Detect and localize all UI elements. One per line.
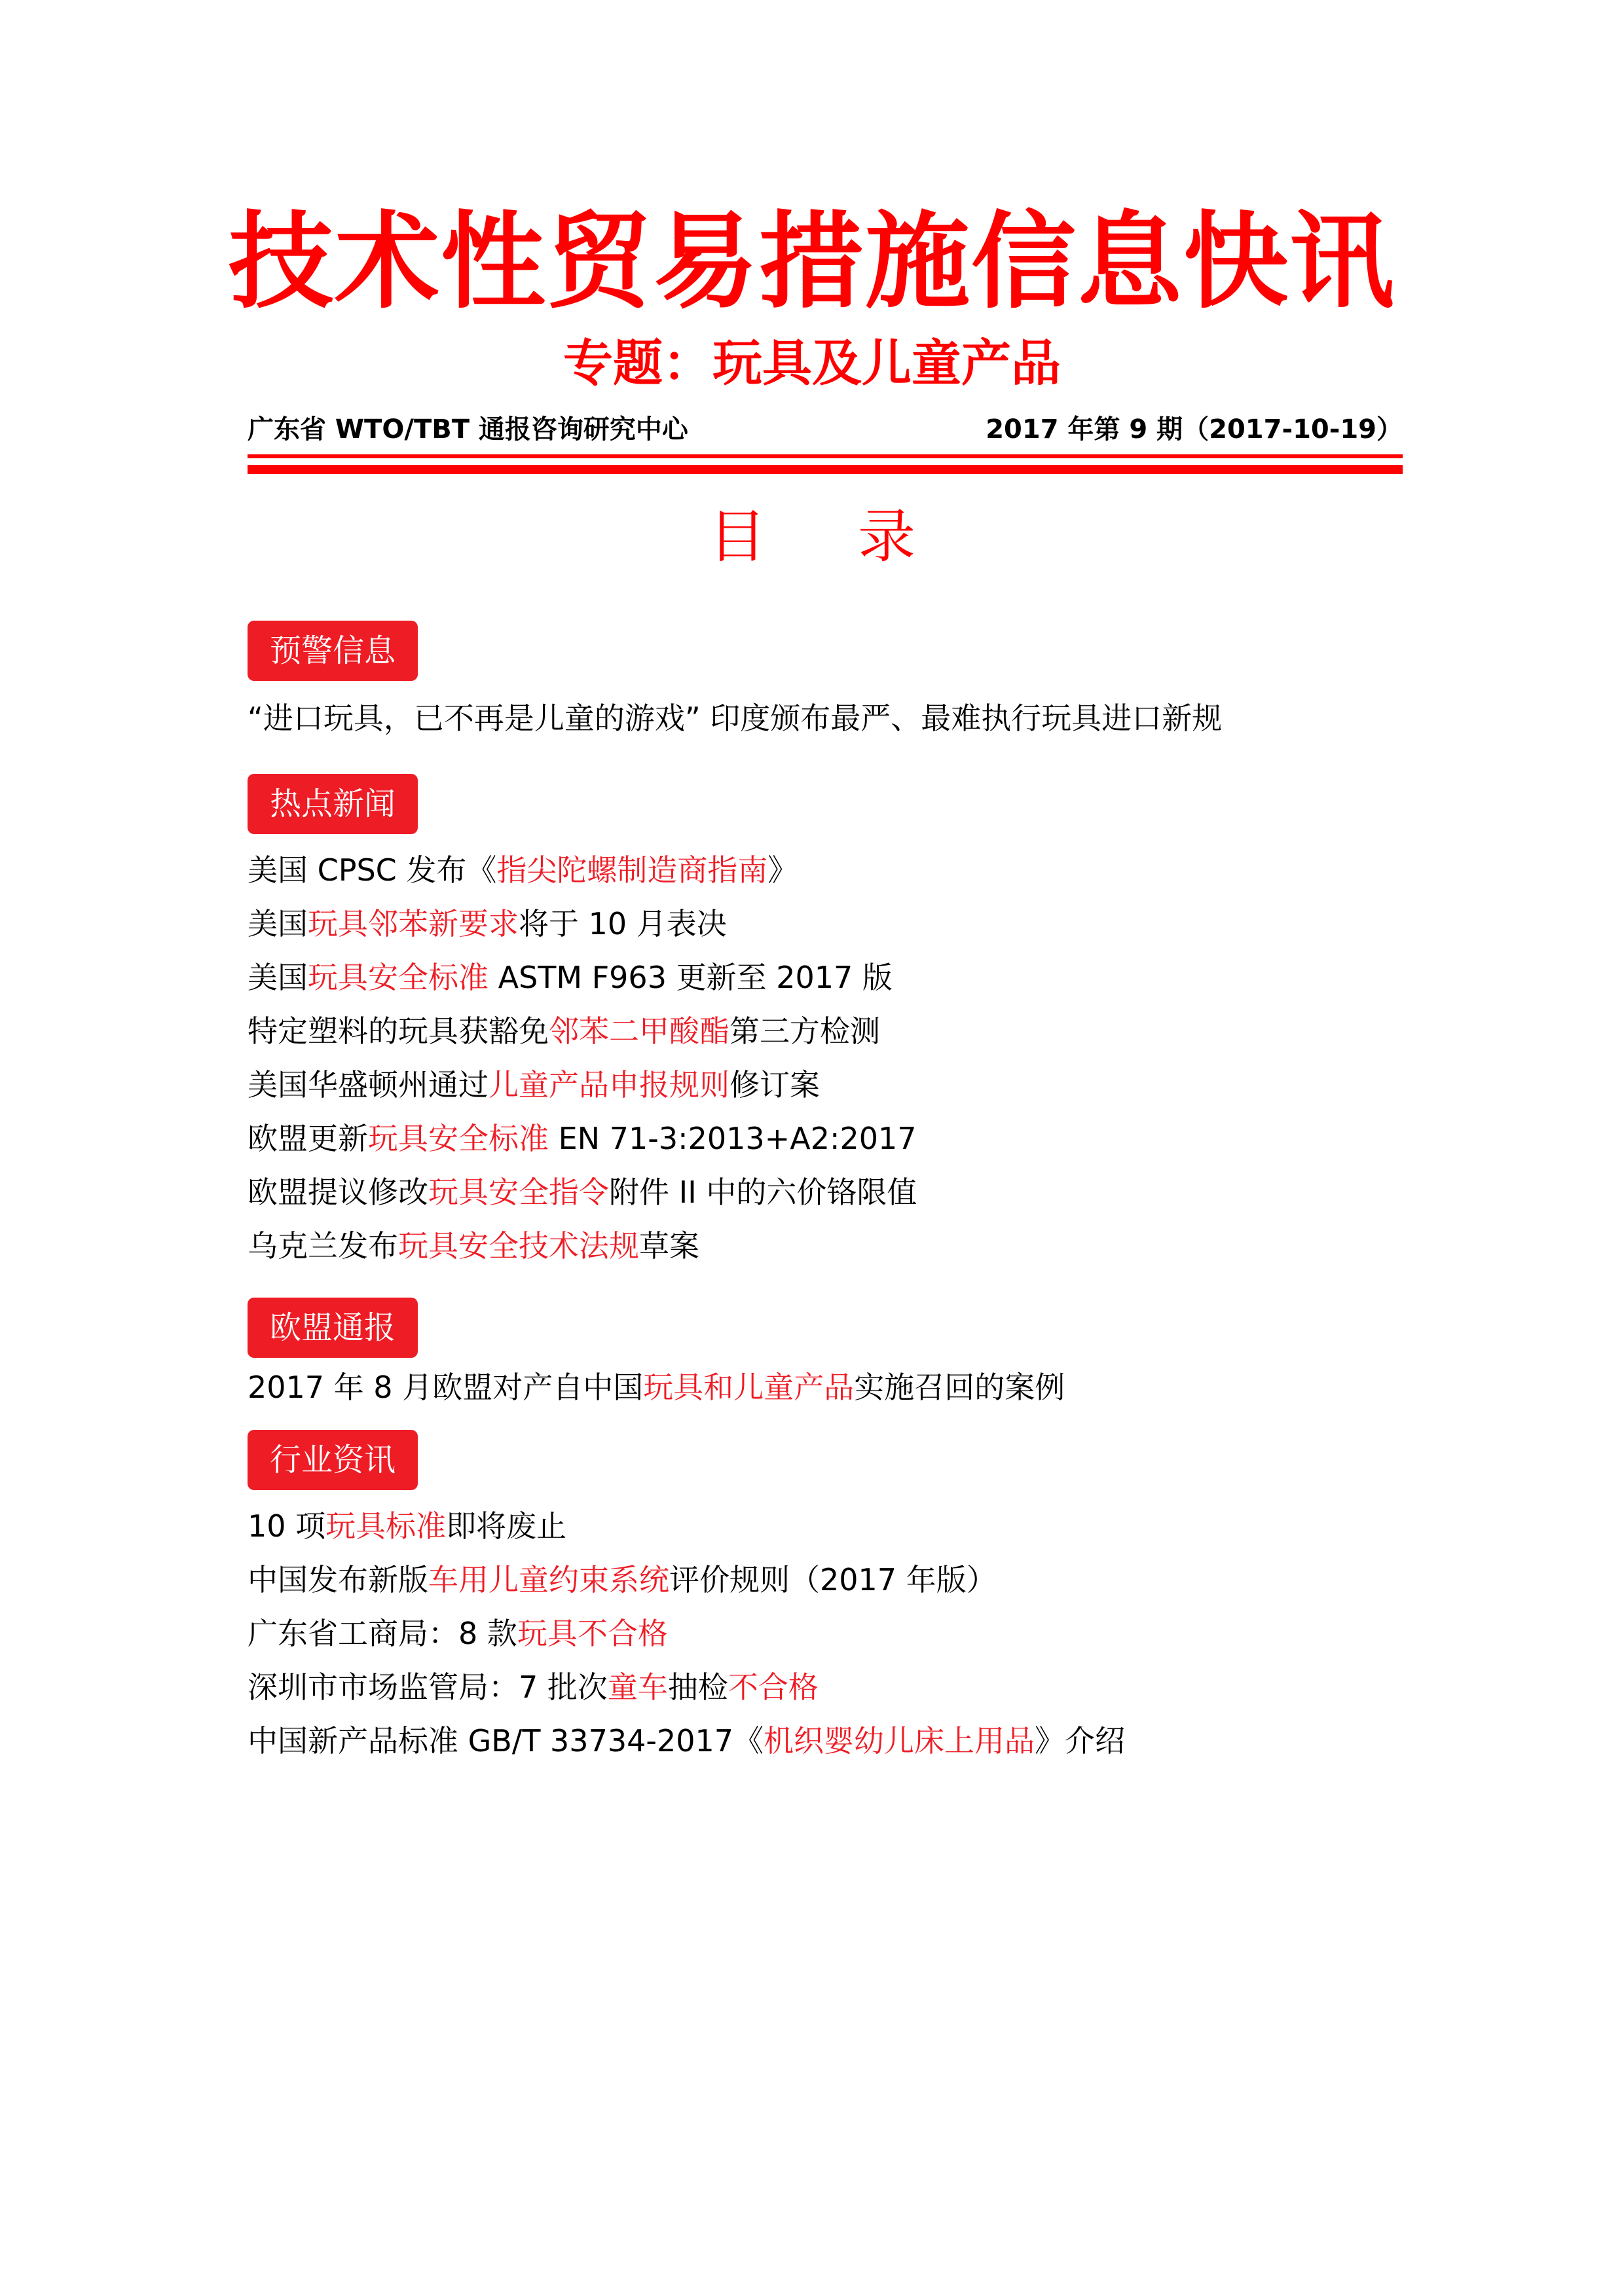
toc-link[interactable]: 欧盟提议修改玩具安全指令附件 II 中的六价铬限值 [248,1175,917,1210]
keyword-highlight: 童车 [607,1669,668,1705]
bulletin-subtitle: 专题：玩具及儿童产品 [563,334,1061,392]
keyword-highlight: 玩具不合格 [517,1616,668,1651]
toc-link[interactable]: 10 项玩具标准即将废止 [248,1508,567,1544]
section-eu-notice [248,1298,1426,1414]
keyword-highlight: 机织婴幼儿床上用品 [764,1723,1035,1758]
keyword-highlight: 玩具标准 [325,1508,447,1544]
section-eu-notice-items [248,1360,1426,1414]
section-warning [248,621,1426,745]
section-hot-news [248,774,1426,1273]
section-badge-industry: 行业资讯 [248,1430,418,1490]
toc-link[interactable]: 美国 CPSC 发布《指尖陀螺制造商指南》 [248,852,798,888]
toc-link[interactable]: 深圳市市场监管局：7 批次童车抽检不合格 [248,1669,819,1705]
toc-link[interactable]: 2017 年 8 月欧盟对产自中国玩具和儿童产品实施召回的案例 [248,1370,1065,1405]
section-badge-hot-news: 热点新闻 [248,774,418,834]
header-divider-thin [248,454,1403,458]
keyword-highlight: 玩具安全标准 [368,1121,549,1156]
issue-info: 2017 年第 9 期（2017-10-19） [986,414,1403,445]
keyword-highlight: 玩具和儿童产品 [643,1370,855,1405]
toc-link[interactable]: 特定塑料的玩具获豁免邻苯二甲酸酯第三方检测 [248,1013,880,1049]
toc-link[interactable]: 美国玩具邻苯新要求将于 10 月表决 [248,906,727,941]
section-hot-news-items [248,843,1426,1273]
toc-link[interactable]: 乌克兰发布玩具安全技术法规草案 [248,1228,699,1264]
keyword-highlight: 不合格 [728,1669,819,1705]
masthead-row [248,411,1403,448]
toc-link[interactable]: 中国发布新版车用儿童约束系统评价规则（2017 年版） [248,1562,997,1597]
keyword-highlight: 儿童产品申报规则 [489,1067,729,1102]
section-badge-warning: 预警信息 [248,621,418,681]
publisher-name: 广东省 WTO/TBT 通报咨询研究中心 [248,414,688,445]
bulletin-title: 技术性贸易措施信息快讯 [228,200,1395,323]
keyword-highlight: 玩具邻苯新要求 [308,906,519,941]
section-industry [248,1430,1426,1768]
section-industry-items [248,1499,1426,1768]
keyword-highlight: 邻苯二甲酸酯 [549,1013,729,1049]
header-divider-thick [248,465,1403,474]
toc-link[interactable]: 美国玩具安全标准 ASTM F963 更新至 2017 版 [248,960,893,995]
toc-link[interactable]: 欧盟更新玩具安全标准 EN 71-3:2013+A2:2017 [248,1121,917,1156]
section-badge-eu-notice: 欧盟通报 [248,1298,418,1358]
keyword-highlight: 指尖陀螺制造商指南 [496,852,768,888]
keyword-highlight: 玩具安全指令 [428,1175,609,1210]
toc-heading: 目录 [708,503,1007,570]
keyword-highlight: 玩具安全标准 [308,960,489,995]
toc-link[interactable]: 广东省工商局：8 款玩具不合格 [248,1616,668,1651]
keyword-highlight: 玩具安全技术法规 [398,1228,639,1264]
toc-link[interactable]: “进口玩具，已不再是儿童的游戏” 印度颁布最严、最难执行玩具进口新规 [248,701,1223,736]
toc-link[interactable]: 中国新产品标准 GB/T 33734-2017《机织婴幼儿床上用品》介绍 [248,1723,1126,1758]
section-warning-items [248,691,1426,745]
toc-link[interactable]: 美国华盛顿州通过儿童产品申报规则修订案 [248,1067,820,1102]
keyword-highlight: 车用儿童约束系统 [428,1562,669,1597]
